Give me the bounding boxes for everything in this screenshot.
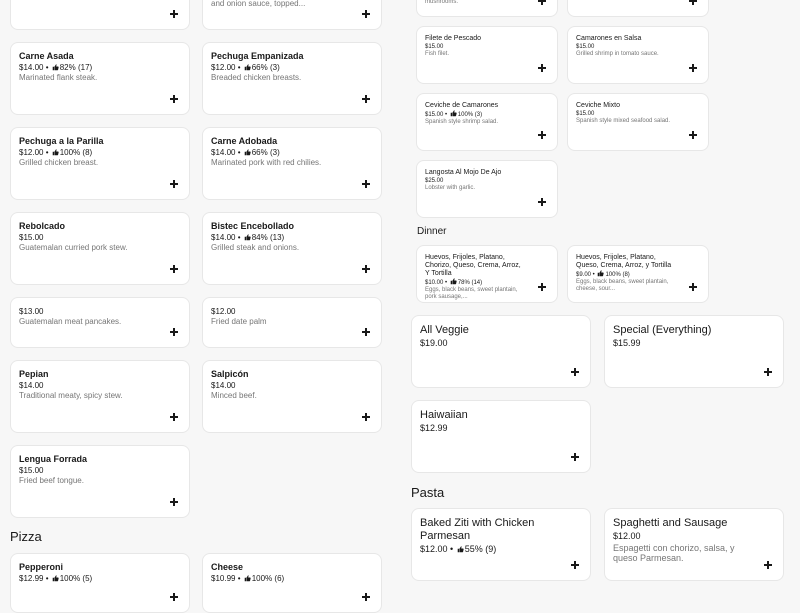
menu-item-description: and onion sauce, topped... bbox=[211, 0, 306, 8]
menu-item-info bbox=[425, 102, 523, 126]
menu-item-info bbox=[19, 51, 155, 83]
add-item-button[interactable] bbox=[535, 128, 549, 142]
menu-item-info bbox=[19, 221, 155, 253]
menu-item-name: Langosta Al Mojo De Ajo bbox=[425, 169, 502, 176]
add-item-button[interactable] bbox=[167, 410, 181, 424]
menu-item-card[interactable] bbox=[416, 26, 558, 84]
menu-item-card[interactable] bbox=[604, 315, 784, 388]
menu-item-card[interactable] bbox=[202, 553, 382, 613]
menu-item-meta bbox=[425, 177, 523, 185]
separator-dot: • bbox=[235, 233, 243, 242]
menu-item-card[interactable] bbox=[202, 360, 382, 433]
menu-item-description: Spanish style mixed seafood salad. bbox=[576, 118, 671, 124]
add-item-button[interactable] bbox=[535, 61, 549, 75]
menu-item-meta bbox=[576, 110, 674, 118]
menu-item-card[interactable] bbox=[10, 42, 190, 115]
menu-item-card[interactable] bbox=[567, 26, 709, 84]
menu-item-meta bbox=[211, 573, 347, 584]
menu-item-info bbox=[211, 136, 347, 168]
separator-dot: • bbox=[43, 148, 51, 157]
menu-item-price: $12.00 bbox=[420, 544, 448, 554]
menu-item-description: Eggs, black beans, sweet plantain, cheese, sour... bbox=[576, 279, 669, 292]
menu-item-card[interactable] bbox=[10, 212, 190, 285]
thumbs-up-icon bbox=[52, 148, 59, 155]
thumbs-up-icon bbox=[450, 110, 457, 117]
menu-item-description: Marinated pork with red chilies. bbox=[211, 158, 322, 167]
add-item-button[interactable] bbox=[167, 92, 181, 106]
menu-item-price: $14.00 bbox=[19, 63, 44, 72]
add-item-button[interactable] bbox=[359, 7, 373, 21]
menu-item-info bbox=[211, 562, 347, 584]
menu-item-card[interactable] bbox=[567, 0, 709, 17]
menu-item-name: Pechuga Empanizada bbox=[211, 51, 304, 61]
menu-item-info bbox=[420, 517, 556, 556]
menu-item-name: Camarones en Salsa bbox=[576, 35, 642, 42]
menu-item-card[interactable] bbox=[202, 42, 382, 115]
add-item-button[interactable] bbox=[535, 280, 549, 294]
menu-item-card[interactable] bbox=[604, 508, 784, 581]
menu-item-info bbox=[420, 324, 556, 350]
menu-item-price: $15.00 bbox=[425, 112, 444, 118]
menu-item-meta bbox=[425, 43, 523, 51]
add-item-button[interactable] bbox=[568, 450, 582, 464]
menu-item-meta bbox=[211, 62, 347, 73]
menu-item-name: Huevos, Frijoles, Platano, Queso, Crema, Arroz, y Tortilla bbox=[576, 254, 672, 269]
menu-item-meta bbox=[19, 306, 155, 317]
menu-item-price: $12.00 bbox=[211, 63, 236, 72]
menu-item-price: $15.99 bbox=[613, 338, 641, 348]
menu-item-card[interactable] bbox=[411, 508, 591, 581]
menu-item-price: $15.00 bbox=[19, 466, 44, 475]
section-heading-pizza: Pizza bbox=[10, 529, 42, 544]
menu-item-name: Special (Everything) bbox=[613, 324, 712, 336]
menu-item-info bbox=[425, 254, 523, 301]
menu-item-meta bbox=[211, 306, 347, 317]
menu-item-meta bbox=[19, 147, 155, 158]
menu-item-meta bbox=[19, 232, 155, 243]
menu-item-price: $19.00 bbox=[420, 338, 448, 348]
menu-item-card[interactable] bbox=[202, 297, 382, 348]
menu-item-meta bbox=[19, 62, 155, 73]
menu-item-description: Guatemalan curried pork stew. bbox=[19, 243, 128, 252]
menu-item-rating: 78% (14) bbox=[457, 280, 483, 286]
menu-item-description: Marinated flank steak. bbox=[19, 73, 98, 82]
menu-item-info bbox=[420, 409, 556, 435]
menu-item-name: All Veggie bbox=[420, 324, 469, 336]
menu-item-info bbox=[425, 0, 523, 6]
separator-dot: • bbox=[235, 148, 243, 157]
menu-item-card[interactable] bbox=[10, 0, 190, 30]
menu-item-card[interactable] bbox=[567, 93, 709, 151]
menu-item-card[interactable] bbox=[567, 245, 709, 303]
menu-item-meta bbox=[420, 422, 556, 435]
add-item-button[interactable] bbox=[568, 365, 582, 379]
menu-item-info bbox=[19, 306, 155, 327]
menu-item-name: Haiwaiian bbox=[420, 409, 468, 421]
menu-item-rating: 84% (13) bbox=[251, 233, 285, 242]
menu-item-name: Lengua Forrada bbox=[19, 454, 88, 464]
thumbs-up-icon bbox=[52, 63, 59, 70]
menu-item-card[interactable] bbox=[416, 93, 558, 151]
menu-item-card[interactable] bbox=[416, 0, 558, 17]
menu-item-card[interactable] bbox=[10, 553, 190, 613]
add-item-button[interactable] bbox=[359, 92, 373, 106]
menu-item-info bbox=[576, 254, 674, 293]
menu-item-info bbox=[613, 517, 749, 563]
menu-item-name: Carne Adobada bbox=[211, 136, 278, 146]
menu-item-rating: 82% (17) bbox=[59, 63, 93, 72]
thumbs-up-icon bbox=[597, 270, 604, 277]
menu-item-name: Ceviche de Camarones bbox=[425, 102, 499, 109]
menu-item-name: Pepian bbox=[19, 369, 49, 379]
menu-item-name: Rebolcado bbox=[19, 221, 66, 231]
thumbs-up-icon bbox=[244, 148, 251, 155]
add-item-button[interactable] bbox=[359, 262, 373, 276]
menu-item-info bbox=[425, 35, 523, 58]
menu-item-rating: 66% (3) bbox=[251, 148, 280, 157]
menu-item-info bbox=[211, 51, 347, 83]
menu-item-meta bbox=[613, 337, 749, 350]
add-item-button[interactable] bbox=[568, 558, 582, 572]
menu-item-info bbox=[211, 0, 347, 9]
menu-item-card[interactable] bbox=[202, 127, 382, 200]
menu-item-name: Huevos, Frijoles, Platano, Chorizo, Queso, Crema, Arroz, Y Tortilla bbox=[425, 254, 521, 277]
add-item-button[interactable] bbox=[359, 177, 373, 191]
menu-item-meta bbox=[576, 270, 674, 279]
thumbs-up-icon bbox=[52, 574, 59, 581]
add-item-button[interactable] bbox=[167, 177, 181, 191]
menu-item-meta bbox=[613, 530, 749, 543]
menu-item-price: $25.00 bbox=[425, 178, 444, 184]
menu-item-card[interactable] bbox=[202, 212, 382, 285]
add-item-button[interactable] bbox=[167, 7, 181, 21]
menu-item-description: Fried beef tongue. bbox=[19, 476, 84, 485]
menu-item-rating: 55% (9) bbox=[464, 544, 497, 554]
thumbs-up-icon bbox=[244, 574, 251, 581]
menu-item-price: $14.00 bbox=[211, 381, 236, 390]
thumbs-up-icon bbox=[457, 544, 464, 551]
menu-item-rating: 100% (3) bbox=[457, 112, 483, 118]
add-item-button[interactable] bbox=[167, 590, 181, 604]
menu-item-card[interactable] bbox=[416, 160, 558, 218]
menu-item-meta bbox=[19, 573, 155, 584]
menu-item-info bbox=[19, 562, 155, 584]
menu-item-description: Grilled shrimp in tomato sauce. bbox=[576, 51, 659, 57]
separator-dot: • bbox=[43, 574, 51, 583]
menu-item-price: $12.00 bbox=[211, 307, 236, 316]
menu-item-price: $15.00 bbox=[19, 233, 44, 242]
menu-item-name: Carne Asada bbox=[19, 51, 74, 61]
menu-item-meta bbox=[576, 43, 674, 51]
menu-item-price: $12.99 bbox=[19, 574, 44, 583]
add-item-button[interactable] bbox=[686, 280, 700, 294]
menu-item-price: $12.00 bbox=[19, 148, 44, 157]
add-item-button[interactable] bbox=[686, 61, 700, 75]
add-item-button[interactable] bbox=[359, 410, 373, 424]
menu-item-description: Traditional meaty, spicy stew. bbox=[19, 391, 123, 400]
menu-item-price: $10.00 bbox=[425, 280, 444, 286]
menu-item-card[interactable] bbox=[202, 0, 382, 30]
menu-item-card[interactable] bbox=[10, 445, 190, 518]
add-item-button[interactable] bbox=[167, 495, 181, 509]
menu-item-rating: 100% (5) bbox=[59, 574, 93, 583]
separator-dot: • bbox=[443, 280, 449, 286]
menu-item-info bbox=[425, 169, 523, 192]
menu-item-price: $12.00 bbox=[613, 531, 641, 541]
menu-item-meta bbox=[211, 232, 347, 243]
menu-item-meta bbox=[420, 543, 556, 556]
menu-item-description: Grilled steak and onions. bbox=[211, 243, 300, 252]
menu-item-description: Guatemalan meat pancakes. bbox=[19, 317, 122, 326]
add-item-button[interactable] bbox=[535, 195, 549, 209]
menu-item-name: Cheese bbox=[211, 562, 244, 572]
separator-dot: • bbox=[235, 63, 243, 72]
section-heading-pasta: Pasta bbox=[411, 485, 445, 500]
thumbs-up-icon bbox=[450, 278, 457, 285]
menu-item-meta bbox=[211, 147, 347, 158]
menu-item-meta bbox=[425, 110, 523, 119]
add-item-button[interactable] bbox=[761, 558, 775, 572]
menu-item-name: Pechuga a la Parilla bbox=[19, 136, 104, 146]
menu-item-description: Breaded chicken breasts. bbox=[211, 73, 302, 82]
menu-item-card[interactable] bbox=[416, 245, 558, 303]
separator-dot: • bbox=[235, 574, 243, 583]
separator-dot: • bbox=[591, 272, 597, 278]
menu-item-price: $15.00 bbox=[576, 44, 595, 50]
menu-item-name: Bistec Encebollado bbox=[211, 221, 295, 231]
separator-dot: • bbox=[443, 112, 449, 118]
menu-item-name: Spaghetti and Sausage bbox=[613, 517, 728, 529]
menu-item-info bbox=[613, 324, 749, 350]
menu-item-info bbox=[211, 221, 347, 253]
menu-item-description: Spanish style shrimp salad. bbox=[425, 119, 499, 125]
menu-item-meta bbox=[19, 465, 155, 476]
menu-item-description: mushrooms. bbox=[425, 0, 459, 5]
menu-item-price: $14.00 bbox=[211, 233, 236, 242]
menu-item-meta bbox=[19, 380, 155, 391]
menu-item-name: Baked Ziti with Chicken Parmesan bbox=[420, 517, 535, 542]
menu-item-price: $9.00 bbox=[576, 272, 592, 278]
menu-item-info bbox=[19, 136, 155, 168]
separator-dot: • bbox=[43, 63, 51, 72]
add-item-button[interactable] bbox=[761, 365, 775, 379]
add-item-button[interactable] bbox=[535, 0, 549, 8]
menu-item-card[interactable] bbox=[411, 400, 591, 473]
add-item-button[interactable] bbox=[359, 325, 373, 339]
thumbs-up-icon bbox=[244, 63, 251, 70]
menu-item-rating: 100% (8) bbox=[59, 148, 93, 157]
menu-item-card[interactable] bbox=[411, 315, 591, 388]
menu-item-name: Pepperoni bbox=[19, 562, 64, 572]
add-item-button[interactable] bbox=[167, 325, 181, 339]
menu-item-info bbox=[211, 306, 347, 327]
menu-item-name: Filete de Pescado bbox=[425, 35, 482, 42]
menu-item-price: $10.99 bbox=[211, 574, 236, 583]
menu-item-card[interactable] bbox=[10, 360, 190, 433]
menu-item-description: Grilled chicken breast. bbox=[19, 158, 99, 167]
menu-item-meta bbox=[425, 278, 523, 287]
menu-item-price: $12.99 bbox=[420, 423, 448, 433]
thumbs-up-icon bbox=[244, 233, 251, 240]
menu-item-description: Fried date palm bbox=[211, 317, 267, 326]
menu-item-description: Minced beef. bbox=[211, 391, 257, 400]
menu-item-description: Espagetti con chorizo, salsa, y queso Parmesan. bbox=[613, 543, 735, 563]
add-item-button[interactable] bbox=[686, 128, 700, 142]
menu-item-description: Eggs, black beans, sweet plantain, pork sausage,... bbox=[425, 287, 518, 300]
menu-item-price: $14.00 bbox=[19, 381, 44, 390]
add-item-button[interactable] bbox=[167, 262, 181, 276]
menu-item-info bbox=[19, 369, 155, 401]
separator-dot: • bbox=[447, 544, 456, 554]
menu-item-rating: 100% (8) bbox=[605, 272, 630, 278]
menu-item-name: Ceviche Mixto bbox=[576, 102, 620, 109]
menu-item-rating: 66% (3) bbox=[251, 63, 280, 72]
menu-item-meta bbox=[420, 337, 556, 350]
section-heading-dinner: Dinner bbox=[417, 226, 447, 237]
menu-item-info bbox=[19, 454, 155, 486]
menu-item-info bbox=[576, 35, 674, 58]
add-item-button[interactable] bbox=[686, 0, 700, 8]
menu-item-card[interactable] bbox=[10, 297, 190, 348]
menu-item-description: Lobster with garlic. bbox=[425, 185, 476, 191]
menu-item-price: $14.00 bbox=[211, 148, 236, 157]
menu-item-price: $15.00 bbox=[576, 111, 595, 117]
menu-item-name: Salpicón bbox=[211, 369, 249, 379]
menu-item-info bbox=[211, 369, 347, 401]
menu-item-meta bbox=[211, 380, 347, 391]
add-item-button[interactable] bbox=[359, 590, 373, 604]
menu-item-price: $13.00 bbox=[19, 307, 44, 316]
menu-item-description: Fish filet. bbox=[425, 51, 450, 57]
menu-item-rating: 100% (6) bbox=[251, 574, 285, 583]
menu-item-info bbox=[576, 102, 674, 125]
menu-item-price: $15.00 bbox=[425, 44, 444, 50]
menu-item-card[interactable] bbox=[10, 127, 190, 200]
